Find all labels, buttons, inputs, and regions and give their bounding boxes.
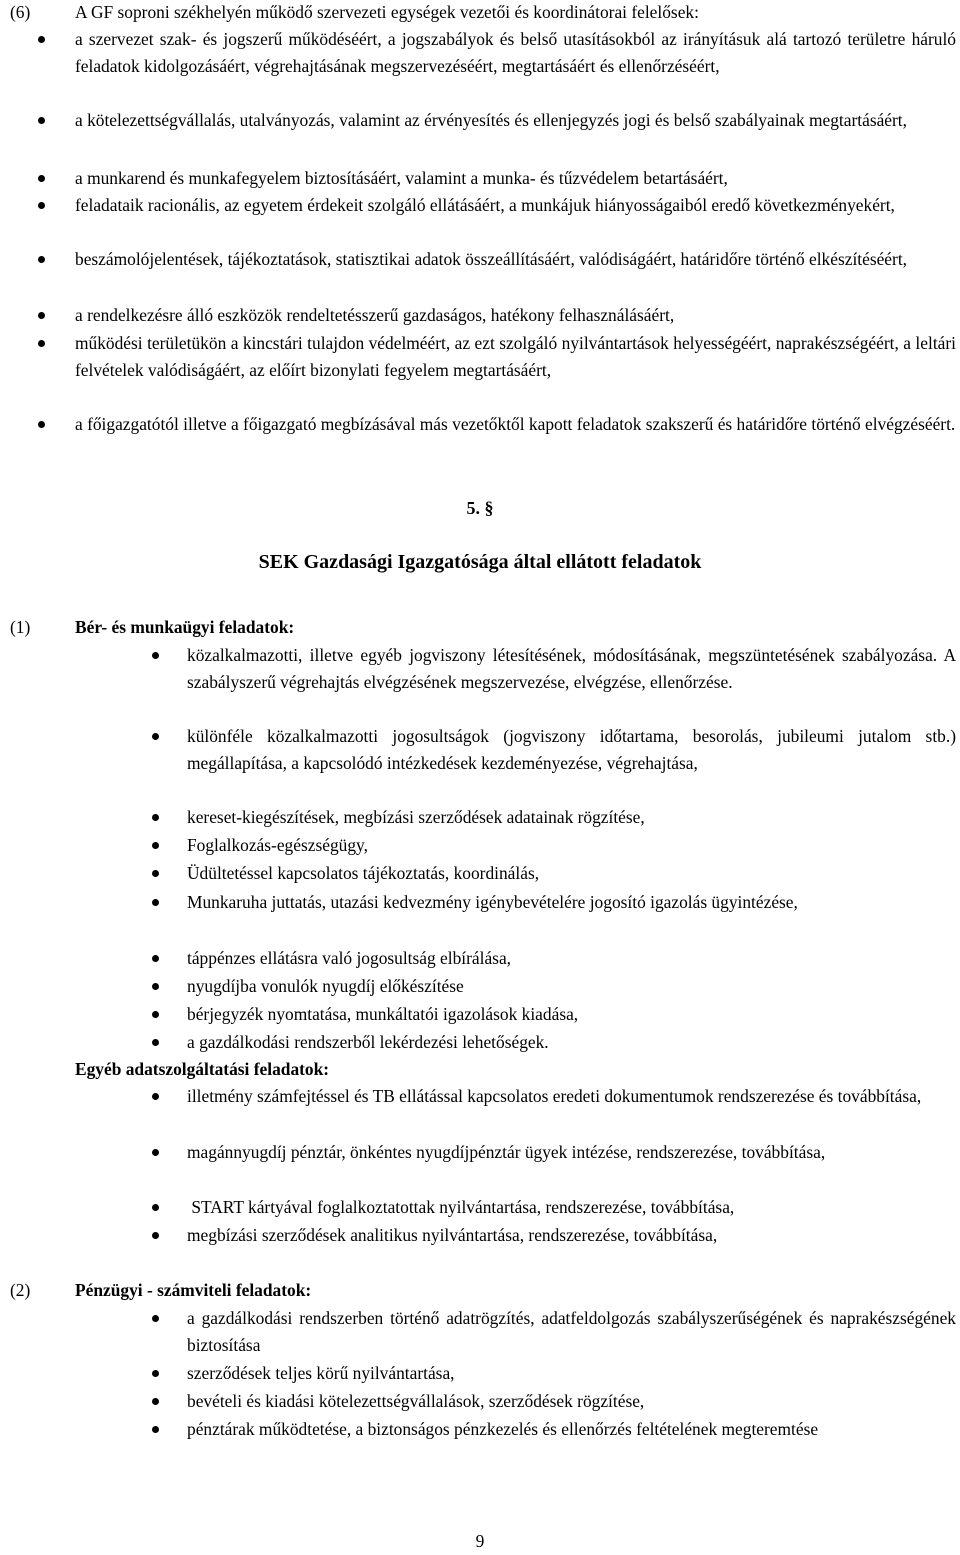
bullet-icon <box>152 1011 159 1018</box>
bullet-icon <box>152 842 159 849</box>
list-item: bevételi és kiadási kötelezettségvállalások, szerződések rögzítése, <box>152 1388 956 1415</box>
list-item: különféle közalkalmazotti jogosultságok (jogviszony időtartama, besorolás, jubileumi jutalom stb.) megállapítása, a kapcsolódó intézkedések kezdeményezése, végrehajtása, <box>152 723 956 777</box>
list-item: magánnyugdíj pénztár, önkéntes nyugdíjpénztár ügyek intézése, rendszerezése, továbbítása, <box>152 1139 956 1166</box>
bullet-icon <box>38 117 45 124</box>
bullet-icon <box>152 1315 159 1322</box>
list-item: szerződések teljes körű nyilvántartása, <box>152 1360 956 1387</box>
list-item: a gazdálkodási rendszerben történő adatrögzítés, adatfeldolgozás szabályszerűségének és naprakészségének biztosítása <box>152 1305 956 1359</box>
list-item: a rendelkezésre álló eszközök rendeltetésszerű gazdaságos, hatékony felhasználásáért, <box>40 302 956 329</box>
bullet-icon <box>152 1204 159 1211</box>
list-item: beszámolójelentések, tájékoztatások, statisztikai adatok összeállításáért, valódiságáért, határidőre történő elkészítéséért, <box>40 246 956 273</box>
list-item: Üdültetéssel kapcsolatos tájékoztatás, koordinálás, <box>152 860 956 887</box>
section-2-number: (2) <box>10 1280 31 1300</box>
list-item: a munkarend és munkafegyelem biztosításáért, valamint a munka- és tűzvédelem betartásáért, <box>40 165 956 192</box>
bullet-icon <box>152 1370 159 1377</box>
bullet-icon <box>38 175 45 182</box>
list-item: Munkaruha juttatás, utazási kedvezmény igénybevételére jogosító igazolás ügyintézése, <box>152 889 956 916</box>
other-duties-heading: Egyéb adatszolgáltatási feladatok: <box>75 1059 330 1079</box>
list-item: a kötelezettségvállalás, utalványozás, valamint az érvényesítés és ellenjegyzés jogi és belső szabályainak megtartásáért, <box>40 107 956 134</box>
list-item: illetmény számfejtéssel és TB ellátással kapcsolatos eredeti dokumentumok rendszerezése és továbbítása, <box>152 1083 956 1110</box>
bullet-icon <box>38 36 45 43</box>
bullet-icon <box>152 870 159 877</box>
bullet-icon <box>152 814 159 821</box>
section-2-heading: Pénzügyi - számviteli feladatok: <box>75 1280 312 1300</box>
list-item: működési területükön a kincstári tulajdon védelméért, az ezt szolgáló nyilvántartások helyességéért, naprakészségéért, a leltári felvételek valódiságáért, az előírt bizonylati fegyelem megtartásáért, <box>40 330 956 384</box>
page-number: 9 <box>475 1531 485 1551</box>
list-item: a főigazgatótól illetve a főigazgató megbízásával más vezetőktől kapott feladatok szakszerű és határidőre történő elvégzéséért. <box>40 411 956 438</box>
bullet-icon <box>152 733 159 740</box>
list-item: bérjegyzék nyomtatása, munkáltatói igazolások kiadása, <box>152 1001 956 1028</box>
bullet-icon <box>38 312 45 319</box>
list-item: START kártyával foglalkoztatottak nyilvántartása, rendszerezése, továbbítása, <box>152 1194 956 1221</box>
chapter-title: SEK Gazdasági Igazgatósága által ellátott feladatok <box>258 551 702 573</box>
bullet-icon <box>152 1093 159 1100</box>
section-6-number: (6) <box>10 2 31 22</box>
bullet-icon <box>152 983 159 990</box>
list-item: kereset-kiegészítések, megbízási szerződések adatainak rögzítése, <box>152 804 956 831</box>
bullet-icon <box>38 256 45 263</box>
chapter-number: 5. § <box>466 498 494 518</box>
section-1-heading: Bér- és munkaügyi feladatok: <box>75 617 295 637</box>
bullet-icon <box>152 899 159 906</box>
bullet-icon <box>38 202 45 209</box>
bullet-icon <box>152 1232 159 1239</box>
bullet-icon <box>152 1426 159 1433</box>
list-item: pénztárak működtetése, a biztonságos pénzkezelés és ellenőrzés feltételének megteremtése <box>152 1416 956 1443</box>
bullet-icon <box>152 1039 159 1046</box>
list-item: a szervezet szak- és jogszerű működéséért, a jogszabályok és belső utasításokból az irányításuk alá tartozó területre háruló feladatok kidolgozásáért, végrehajtásának megszervezéséért, megtartásáért és ellenőrzéséért, <box>40 26 956 80</box>
bullet-icon <box>152 1398 159 1405</box>
list-item: táppénzes ellátásra való jogosultság elbírálása, <box>152 945 956 972</box>
list-item: megbízási szerződések analitikus nyilvántartása, rendszerezése, továbbítása, <box>152 1222 956 1249</box>
section-6-intro: A GF soproni székhelyén működő szervezeti egységek vezetői és koordinátorai felelősek: <box>75 2 699 22</box>
bullet-icon <box>38 421 45 428</box>
section-1-number: (1) <box>10 617 31 637</box>
bullet-icon <box>152 955 159 962</box>
bullet-icon <box>38 340 45 347</box>
list-item: feladataik racionális, az egyetem érdekeit szolgáló ellátásáért, a munkájuk hiányosságaiból eredő következményekért, <box>40 192 956 219</box>
bullet-icon <box>152 652 159 659</box>
list-item: közalkalmazotti, illetve egyéb jogviszony létesítésének, módosításának, megszüntetésének szabályozása. A szabályszerű végrehajtás elvégzésének megszervezése, elvégzése, ellenőrzése. <box>152 642 956 696</box>
bullet-icon <box>152 1149 159 1156</box>
list-item: nyugdíjba vonulók nyugdíj előkészítése <box>152 973 956 1000</box>
list-item: Foglalkozás-egészségügy, <box>152 832 956 859</box>
list-item: a gazdálkodási rendszerből lekérdezési lehetőségek. <box>152 1029 956 1056</box>
